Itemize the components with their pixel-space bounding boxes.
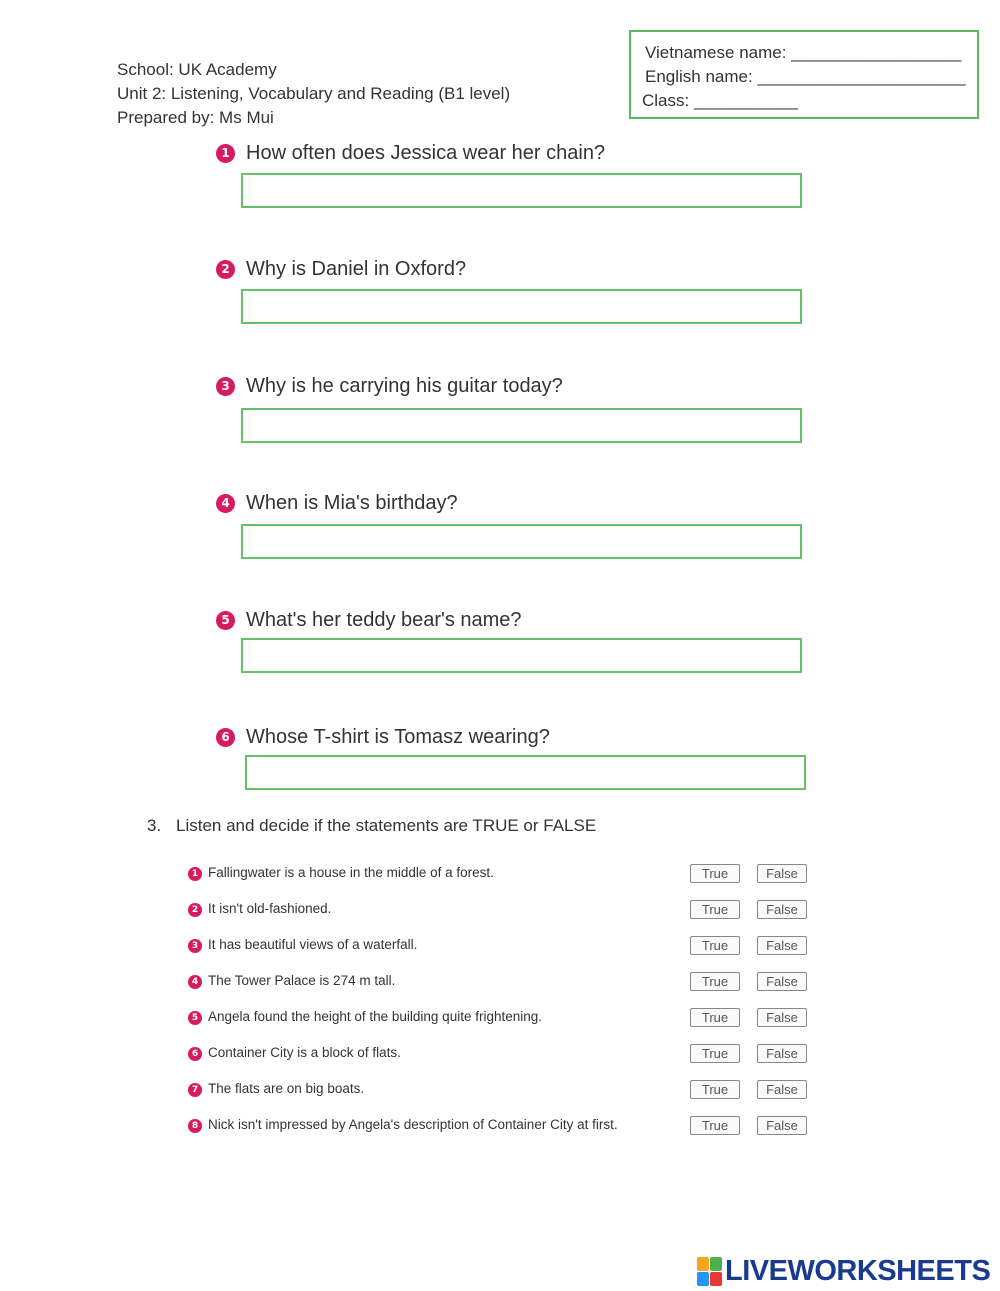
school-name: School: UK Academy <box>117 60 277 79</box>
false-button[interactable]: False <box>757 1044 807 1063</box>
true-button[interactable]: True <box>690 936 740 955</box>
statement-number-badge: 5 <box>188 1011 202 1025</box>
statement-text: It has beautiful views of a waterfall. <box>208 937 418 952</box>
question-number-badge: 6 <box>216 728 235 747</box>
answer-input-1[interactable] <box>241 173 802 208</box>
statement-text: It isn't old-fashioned. <box>208 901 332 916</box>
statement-text: Fallingwater is a house in the middle of a forest. <box>208 865 494 880</box>
statement-row-6 <box>188 1044 808 1064</box>
false-button[interactable]: False <box>757 1080 807 1099</box>
false-button[interactable]: False <box>757 900 807 919</box>
vietnamese-name-field: Vietnamese name: __________________ <box>645 43 962 62</box>
question-number-badge: 3 <box>216 377 235 396</box>
true-button[interactable]: True <box>690 1044 740 1063</box>
question-1 <box>216 141 605 165</box>
answer-input-6[interactable] <box>245 755 806 790</box>
english-name-field: English name: ______________________ <box>645 67 966 86</box>
answer-input-2[interactable] <box>241 289 802 324</box>
true-button[interactable]: True <box>690 972 740 991</box>
statement-row-8 <box>188 1116 808 1136</box>
statement-number-badge: 3 <box>188 939 202 953</box>
question-number-badge: 1 <box>216 144 235 163</box>
statement-row-3 <box>188 936 808 956</box>
statement-row-7 <box>188 1080 808 1100</box>
false-button[interactable]: False <box>757 972 807 991</box>
statement-number-badge: 1 <box>188 867 202 881</box>
question-text: Why is Daniel in Oxford? <box>246 257 467 280</box>
statement-number-badge: 4 <box>188 975 202 989</box>
statement-number-badge: 8 <box>188 1119 202 1133</box>
logo-text: LIVEWORKSHEETS <box>725 1254 991 1287</box>
question-number-badge: 4 <box>216 494 235 513</box>
question-text: Whose T-shirt is Tomasz wearing? <box>246 725 550 748</box>
statement-text: Nick isn't impressed by Angela's description of Container City at first. <box>208 1117 618 1132</box>
statement-text: The flats are on big boats. <box>208 1081 365 1096</box>
liveworksheets-logo-icon <box>697 1257 722 1286</box>
answer-input-5[interactable] <box>241 638 802 673</box>
answer-input-3[interactable] <box>241 408 802 443</box>
section-number: 3. <box>147 816 162 835</box>
section-instructions: Listen and decide if the statements are TRUE or FALSE <box>176 816 597 835</box>
true-button[interactable]: True <box>690 1116 740 1135</box>
question-text: When is Mia's birthday? <box>246 491 458 514</box>
unit-title: Unit 2: Listening, Vocabulary and Reading (B1 level) <box>117 84 511 103</box>
class-field: Class: ___________ <box>642 91 798 110</box>
school-info <box>117 58 510 130</box>
student-name-box <box>629 30 979 119</box>
question-5 <box>216 608 522 632</box>
statement-text: Container City is a block of flats. <box>208 1045 401 1060</box>
question-3 <box>216 374 563 398</box>
true-button[interactable]: True <box>690 1080 740 1099</box>
statement-text: The Tower Palace is 274 m tall. <box>208 973 396 988</box>
liveworksheets-logo <box>697 1255 990 1287</box>
true-button[interactable]: True <box>690 900 740 919</box>
false-button[interactable]: False <box>757 1008 807 1027</box>
question-2 <box>216 257 466 281</box>
statement-number-badge: 7 <box>188 1083 202 1097</box>
statement-number-badge: 2 <box>188 903 202 917</box>
statement-row-5 <box>188 1008 808 1028</box>
false-button[interactable]: False <box>757 864 807 883</box>
statement-row-2 <box>188 900 808 920</box>
question-text: Why is he carrying his guitar today? <box>246 374 563 397</box>
true-button[interactable]: True <box>690 1008 740 1027</box>
question-number-badge: 5 <box>216 611 235 630</box>
true-button[interactable]: True <box>690 864 740 883</box>
statement-text: Angela found the height of the building quite frightening. <box>208 1009 543 1024</box>
question-text: What's her teddy bear's name? <box>246 608 522 631</box>
answer-input-4[interactable] <box>241 524 802 559</box>
prepared-by: Prepared by: Ms Mui <box>117 108 274 127</box>
question-number-badge: 2 <box>216 260 235 279</box>
question-text: How often does Jessica wear her chain? <box>246 141 606 164</box>
false-button[interactable]: False <box>757 1116 807 1135</box>
statement-row-1 <box>188 864 808 884</box>
question-4 <box>216 491 458 515</box>
false-button[interactable]: False <box>757 936 807 955</box>
question-6 <box>216 725 550 749</box>
statement-number-badge: 6 <box>188 1047 202 1061</box>
statement-row-4 <box>188 972 808 992</box>
section-3-title <box>147 816 596 836</box>
